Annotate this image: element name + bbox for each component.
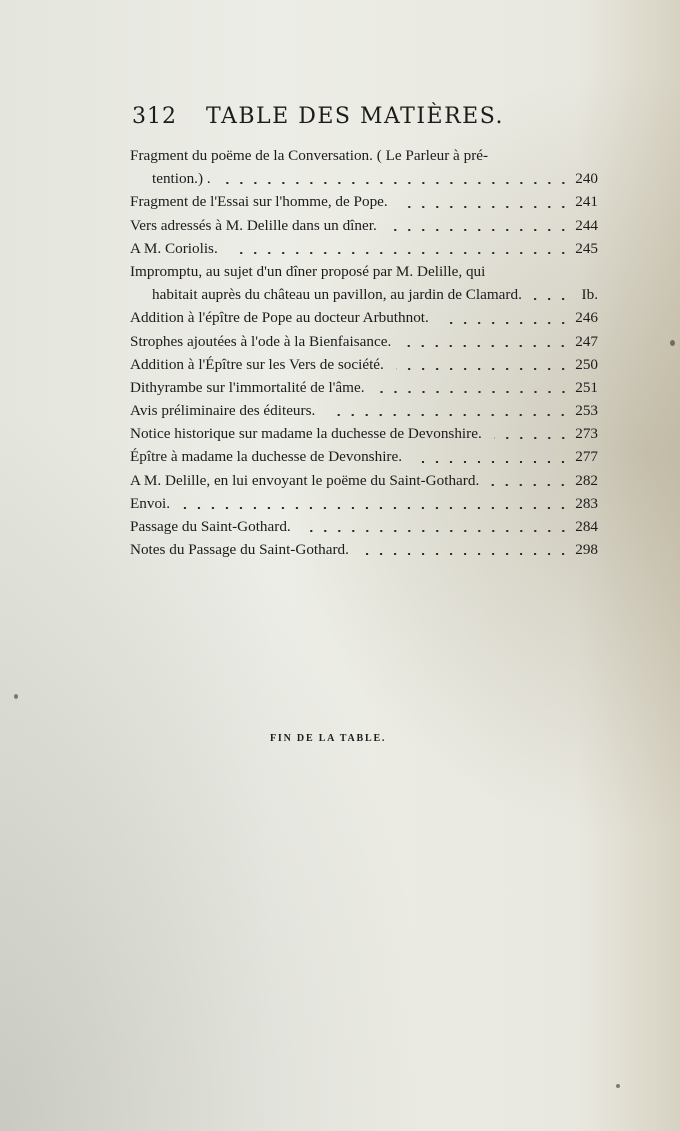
toc-entry [130,515,598,538]
dot-leader [441,322,570,324]
toc-entry [130,538,598,561]
end-of-table-note: FIN DE LA TABLE. [270,733,387,744]
toc-entry-title: Strophes ajoutées à l'ode à la Bienfaisance. [130,332,392,350]
toc-page-number: 240 [575,170,598,188]
running-title: TABLE DES MATIÈRES. [206,104,504,129]
toc-entry [130,237,598,260]
toc-page-number: 277 [575,448,598,466]
toc-entry-title: Notes du Passage du Saint-Gothard. [130,541,349,559]
toc-entry-title: Fragment de l'Essai sur l'homme, de Pope. [130,193,388,211]
ink-speck [616,1084,620,1088]
toc-entry-title: A M. Delille, en lui envoyant le poëme du Saint-Gothard. [130,471,480,489]
toc-entry [130,214,598,237]
page-number: 312 [132,104,177,129]
toc-page-number: 253 [575,402,598,420]
toc-entry [130,190,598,213]
dot-leader [403,345,570,347]
toc-entry-title: Addition à l'Épître sur les Vers de société. [130,355,384,373]
toc-page-number: 245 [575,239,598,257]
toc-entry [130,445,598,468]
toc-page-number: Ib. [581,286,598,304]
dot-leader [389,229,570,231]
toc-entry [130,260,598,306]
dot-leader [400,206,570,208]
toc-page-number: 247 [575,332,598,350]
dot-leader [534,298,570,300]
toc-page-number: 244 [575,216,598,234]
toc-entry-title: Addition à l'épître de Pope au docteur Arbuthnot. [130,309,429,327]
dot-leader [303,530,570,532]
dot-leader [230,252,570,254]
toc-entry-title: A M. Coriolis. [130,239,218,257]
dot-leader [414,461,570,463]
toc-entry [130,469,598,492]
show-through-text [128,600,598,960]
toc-entry [130,144,598,190]
dot-leader [396,368,570,370]
toc-entry-title: Impromptu, au sujet d'un dîner proposé par M. Delille, qui [130,262,486,280]
dot-leader [491,484,570,486]
toc-entry-title-continued: habitait auprès du château un pavillon, au jardin de Clamard. [152,286,522,304]
dot-leader [361,553,570,555]
toc-entry-title: Vers adressés à M. Delille dans un dîner. [130,216,377,234]
toc-entry-title: Notice historique sur madame la duchesse de Devonshire. [130,425,482,443]
toc-entry [130,492,598,515]
toc-entry [130,376,598,399]
toc-entry [130,422,598,445]
toc-page-number: 284 [575,518,598,536]
toc-entry-title: Dithyrambe sur l'immortalité de l'âme. [130,378,365,396]
table-of-contents [130,144,598,561]
toc-entry-title: Fragment du poëme de la Conversation. ( Le Parleur à pré- [130,147,489,164]
ink-speck [670,340,675,346]
toc-entry-title: Passage du Saint-Gothard. [130,518,291,536]
toc-entry [130,399,598,422]
toc-page-number: 241 [575,193,598,211]
toc-page-number: 298 [575,541,598,559]
toc-entry [130,306,598,329]
toc-entry [130,330,598,353]
dot-leader [494,437,570,439]
dot-leader [327,414,570,416]
toc-page-number: 282 [575,471,598,489]
toc-entry-title: Envoi. [130,494,171,512]
toc-entry [130,353,598,376]
dot-leader [182,507,570,509]
toc-page-number: 246 [575,309,598,327]
toc-entry-title: Avis préliminaire des éditeurs. [130,402,316,420]
toc-page-number: 273 [575,425,598,443]
toc-page-number: 283 [575,494,598,512]
toc-page-number: 250 [575,355,598,373]
running-header [132,104,532,134]
dot-leader [377,391,571,393]
dot-leader [223,182,570,184]
toc-entry-title: Épître à madame la duchesse de Devonshire. [130,448,403,466]
toc-entry-title-continued: tention.) . [152,170,211,188]
ink-speck [14,694,18,699]
toc-page-number: 251 [575,378,598,396]
